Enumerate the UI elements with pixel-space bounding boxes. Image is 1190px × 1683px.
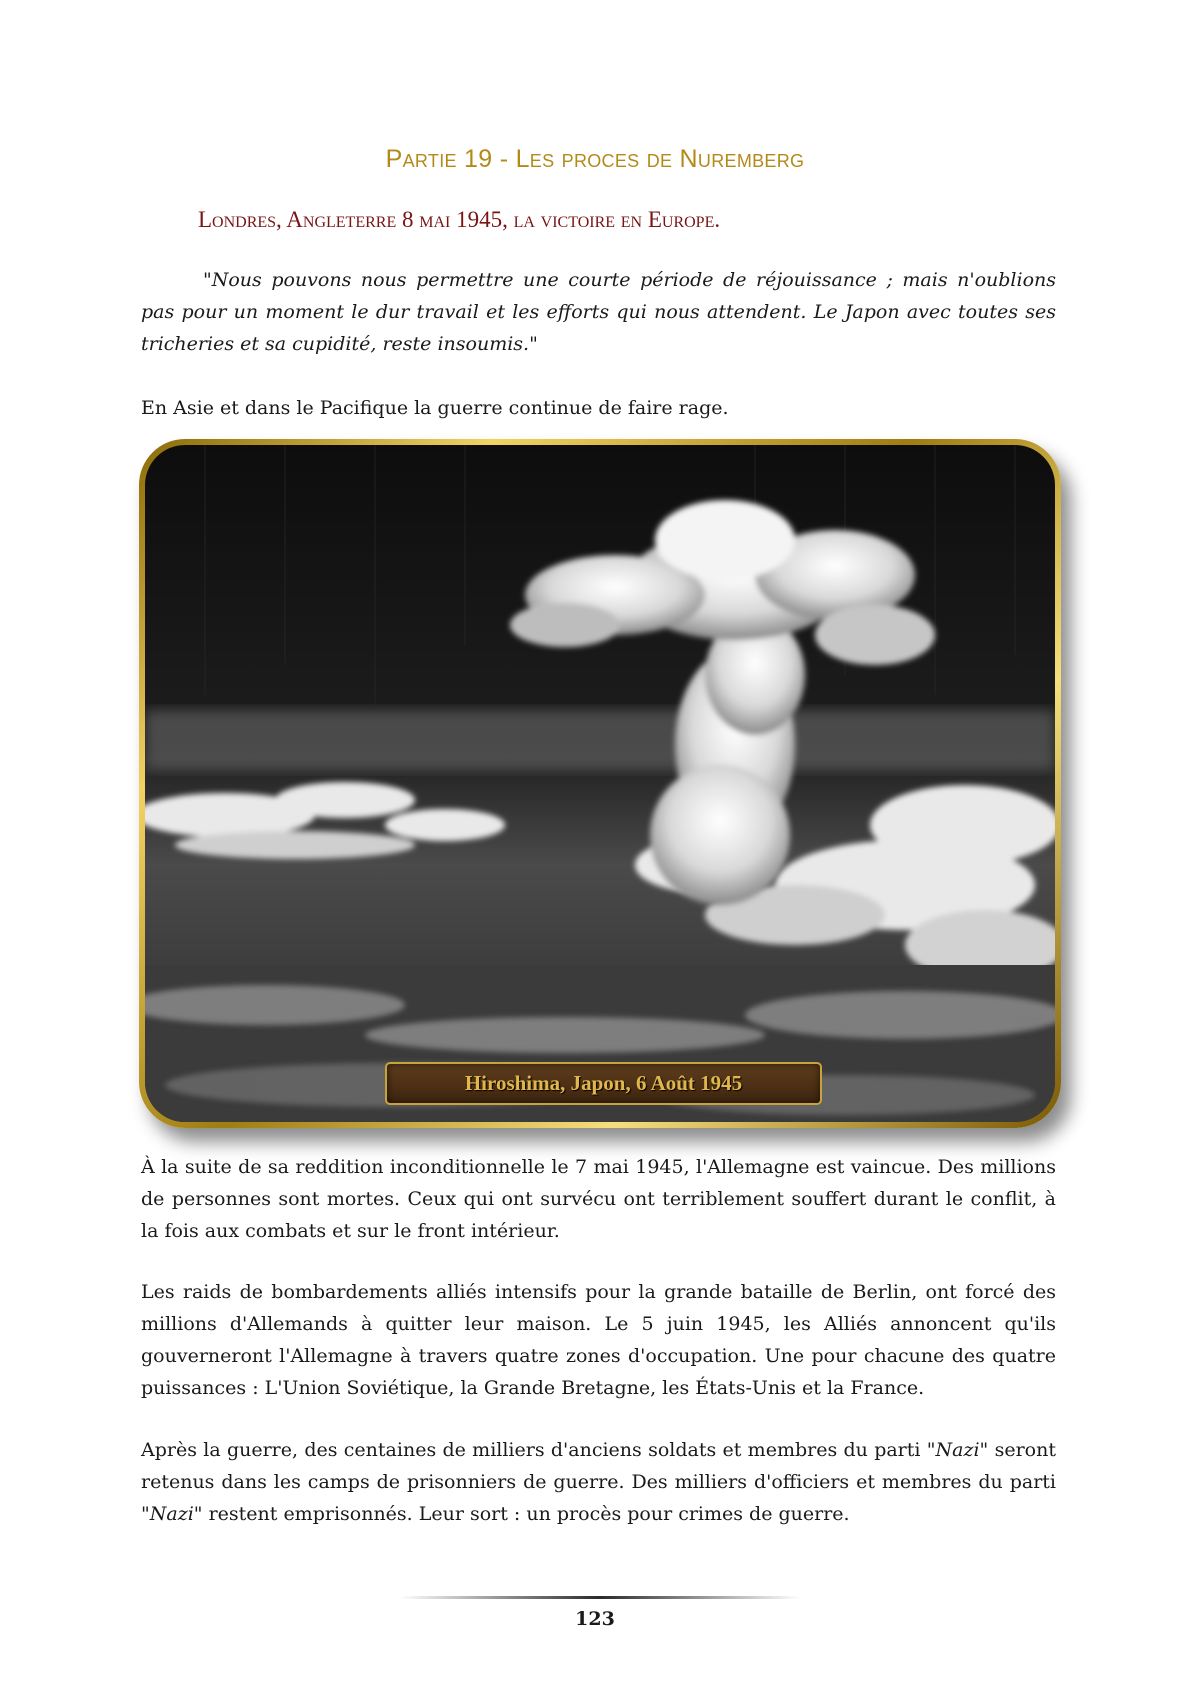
section-title: Londres, Angleterre 8 mai 1945, la victoire en Europe. — [198, 207, 721, 232]
paragraph-prisoners-part-a: Après la guerre, des centaines de milliers d'anciens soldats et membres du parti — [141, 1439, 927, 1461]
photo-caption: Hiroshima, Japon, 6 Août 1945 — [464, 1071, 743, 1095]
part-title: Partie 19 - Les proces de Nuremberg — [385, 145, 805, 173]
footer-divider — [400, 1596, 800, 1599]
photo-caption-box — [385, 1062, 822, 1105]
paragraph-occupation-zones: Les raids de bombardements alliés intensifs pour la grande bataille de Berlin, ont forcé des millions d'Allemands à quitter leur maison. Le 5 juin 1945, les Alliés annoncent qu'ils gouverneront l'Allemagne à travers quatre zones d'occupation. Une pour chacune des quatre puissances : L'Union Soviétique, la Grande Bretagne, les États-Unis et la France. — [141, 1281, 1056, 1399]
paragraph-surrender: À la suite de sa reddition inconditionnelle le 7 mai 1945, l'Allemagne est vaincue. Des millions de personnes sont mortes. Ceux qui ont survécu ont terriblement souffert durant le conflit, à la fois aux combats et sur le front intérieur. — [141, 1156, 1056, 1242]
nazi-term: "Nazi" — [926, 1439, 989, 1461]
mushroom-cloud-image — [145, 445, 1055, 1122]
paragraph-prisoners-part-c: restent emprisonnés. Leur sort : un procès pour crimes de guerre. — [202, 1503, 850, 1525]
page-number: 123 — [575, 1608, 615, 1630]
photo-frame — [139, 439, 1061, 1128]
nazi-term: "Nazi" — [141, 1503, 203, 1525]
paragraph-prisoners — [141, 1434, 1056, 1530]
paragraph-prisoners-part-b: seront retenus dans les camps de prisonniers de guerre. Des milliers d'officiers et membres du parti — [141, 1439, 1056, 1493]
paragraph-asia-pacific: En Asie et dans le Pacifique la guerre continue de faire rage. — [141, 397, 729, 419]
quote-churchill: "Nous pouvons nous permettre une courte période de réjouissance ; mais n'oublions pas pour un moment le dur travail et les efforts qui nous attendent. Le Japon avec toutes ses tricheries et sa cupidité, reste insoumis." — [141, 269, 1056, 355]
hiroshima-photo — [145, 445, 1055, 1122]
